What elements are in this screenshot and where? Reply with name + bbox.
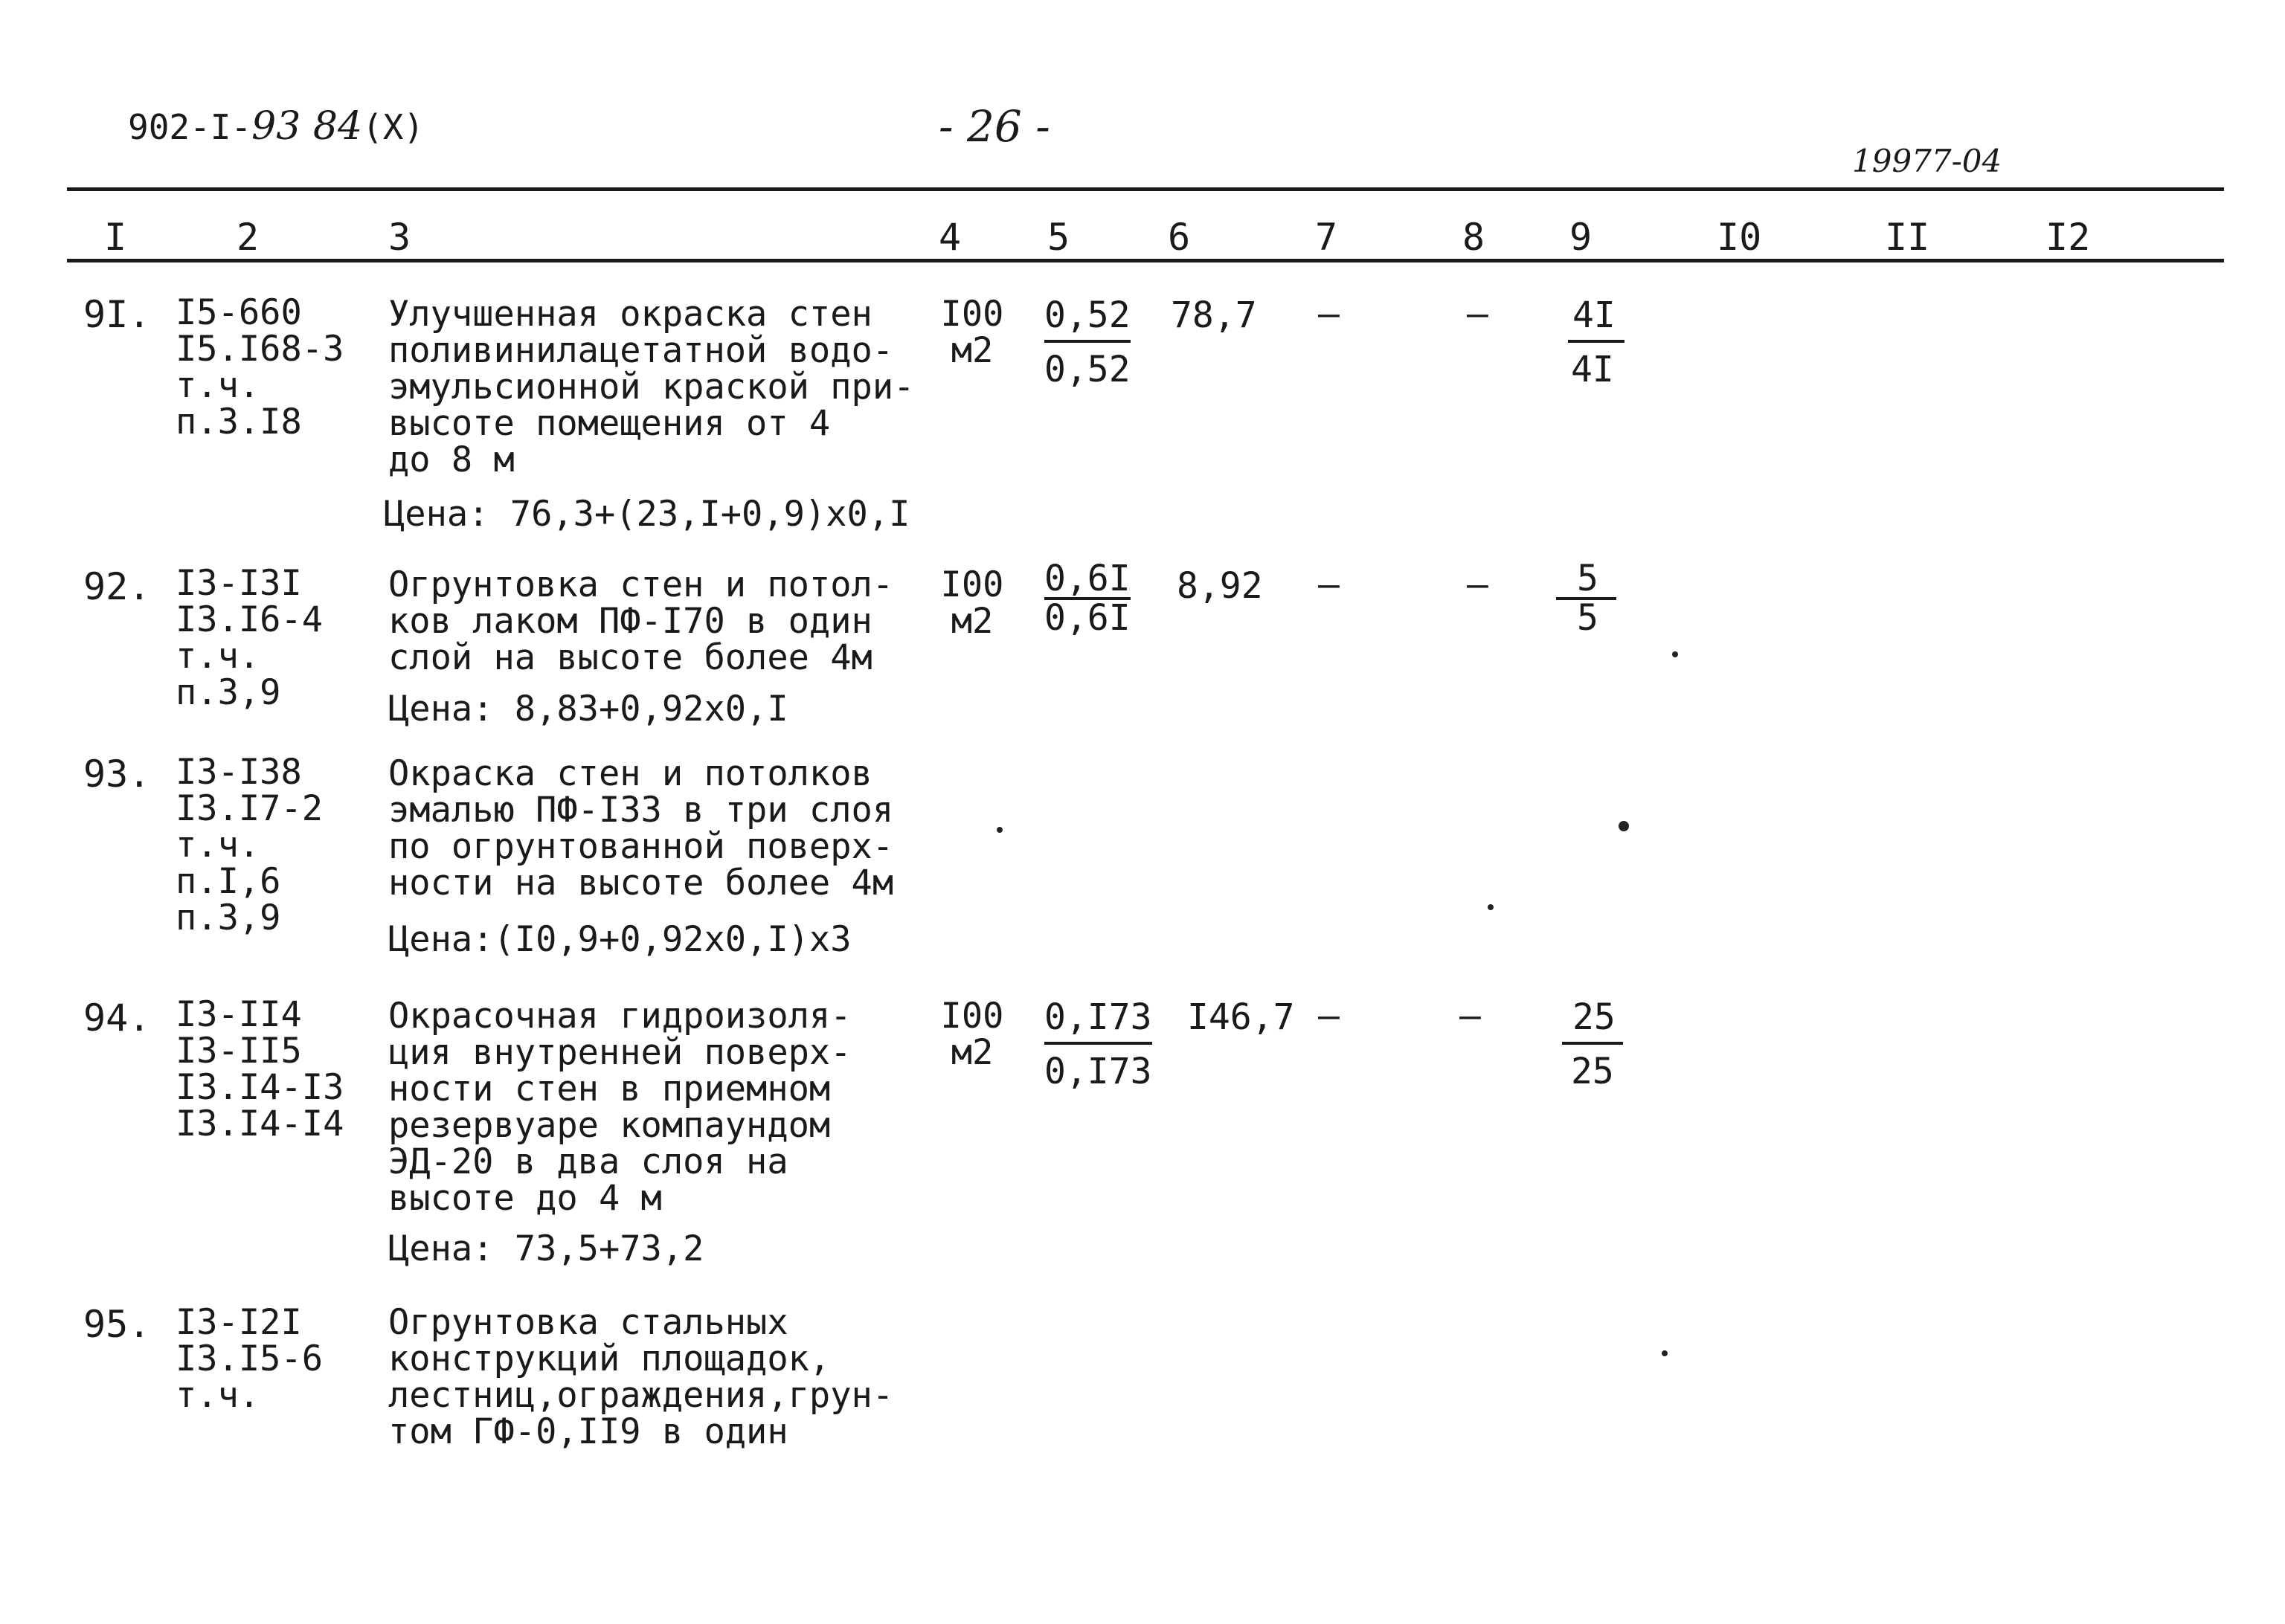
description-line: резервуаре компаундом [388, 1105, 831, 1146]
column-6-value: I46,7 [1187, 996, 1295, 1038]
row-number: 94. [83, 996, 151, 1040]
column-8-value: – [1467, 564, 1488, 605]
column-header-9: 9 [1569, 216, 1593, 259]
column-6-value: 78,7 [1171, 294, 1257, 336]
scan-speck [1488, 904, 1494, 910]
unit-quantity: I00 [940, 294, 1004, 335]
description-line: до 8 м [388, 439, 515, 480]
code-line: п.3,9 [176, 898, 281, 938]
column-header-12: I2 [2045, 216, 2091, 259]
code-line: I3-I2I [176, 1302, 302, 1343]
description-line: конструкций площадок, [388, 1338, 831, 1379]
row-description [388, 564, 894, 678]
column-header-4: 4 [939, 216, 962, 259]
code-line: т.ч. [176, 365, 260, 406]
archive-number: 19977-04 [1852, 143, 2002, 179]
code-line: I3.I4-I4 [176, 1103, 344, 1144]
code-line: I5.I68-3 [176, 329, 344, 370]
fraction-bottom: 0,I73 [1044, 1051, 1152, 1092]
code-line: I3.I7-2 [176, 788, 324, 829]
description-line: ЭД-20 в два слоя на [388, 1141, 788, 1182]
code-line: I3.I4-I3 [176, 1067, 344, 1108]
description-line: Улучшенная окраска стен [388, 294, 872, 335]
scan-speck [997, 827, 1003, 833]
unit-measure: м2 [951, 330, 994, 371]
column-9-value [1562, 990, 1623, 1098]
row-codes [176, 565, 323, 711]
fraction-top: 25 [1562, 994, 1623, 1045]
price-formula: Цена: 76,3+(23,I+0,9)x0,I [384, 494, 910, 535]
column-7-value: – [1318, 293, 1340, 335]
description-line: ция внутренней поверх- [388, 1032, 852, 1073]
fraction-top: 5 [1556, 561, 1616, 600]
price-formula: Цена: 73,5+73,2 [388, 1228, 704, 1269]
row-number: 9I. [83, 293, 151, 336]
fraction-top: 0,I73 [1044, 994, 1152, 1045]
code-line: I3.I6-4 [176, 599, 324, 640]
document-code-suffix: (X) [362, 107, 425, 147]
code-line: п.3,9 [176, 672, 281, 713]
scan-speck [1662, 1350, 1668, 1356]
column-header-11: II [1885, 216, 1930, 259]
document-code-handwritten: 93 84 [251, 104, 363, 149]
description-line: ности на высоте более 4м [388, 863, 894, 903]
fraction-top: 0,52 [1044, 292, 1131, 343]
row-description [388, 296, 914, 478]
description-line: слой на высоте более 4м [388, 637, 872, 678]
code-line: I3-II5 [176, 1031, 302, 1072]
unit-measure: м2 [951, 1032, 994, 1073]
unit [939, 564, 1006, 642]
fraction-bottom: 5 [1577, 597, 1598, 639]
description-line: Окрасочная гидроизоля- [388, 996, 852, 1037]
row-description [388, 755, 893, 901]
column-header-7: 7 [1315, 216, 1338, 259]
code-line: I3-I38 [176, 752, 302, 793]
header-bottom-rule [67, 259, 2224, 262]
fraction-bottom: 25 [1571, 1051, 1614, 1092]
column-8-value: – [1459, 995, 1481, 1037]
description-line: высоте помещения от 4 [388, 403, 831, 444]
unit-quantity: I00 [940, 564, 1004, 605]
code-line: т.ч. [176, 1375, 260, 1416]
row-number: 93. [83, 753, 151, 796]
scan-speck [1672, 651, 1678, 657]
description-line: высоте до 4 м [388, 1178, 662, 1219]
fraction-top: 4I [1568, 292, 1624, 343]
description-line: Окраска стен и потолков [388, 753, 872, 794]
code-line: п.3.I8 [176, 402, 302, 442]
row-codes [176, 996, 344, 1142]
column-header-3: 3 [388, 216, 411, 259]
row-codes [176, 1304, 323, 1414]
description-line: эмульсионной краской при- [388, 367, 915, 407]
code-line: I3-II4 [176, 994, 302, 1035]
column-9-value [1556, 558, 1616, 639]
column-header-2: 2 [237, 216, 260, 259]
description-line: эмалью ПФ-I33 в три слоя [388, 790, 894, 831]
fraction-bottom: 0,52 [1044, 349, 1131, 390]
unit [939, 998, 1006, 1071]
description-line: том ГФ-0,II9 в один [388, 1411, 788, 1452]
column-8-value: – [1467, 293, 1488, 335]
scan-speck [1619, 821, 1629, 831]
row-description [388, 1304, 893, 1450]
code-line: п.I,6 [176, 861, 281, 902]
description-line: по огрунтованной поверх- [388, 826, 894, 867]
page-number: - 26 - [939, 101, 1050, 152]
description-line: Огрунтовка стальных [388, 1302, 788, 1343]
row-codes [176, 294, 344, 440]
code-line: I3-I3I [176, 563, 302, 604]
description-line: поливинилацетатной водо- [388, 330, 894, 371]
fraction-top: 0,6I [1044, 558, 1131, 599]
price-formula: Цена: 8,83+0,92x0,I [388, 689, 788, 729]
column-header-1: I [104, 216, 127, 259]
description-line: ков лаком ПФ-I70 в один [388, 601, 872, 642]
unit [939, 296, 1006, 369]
code-line: I3.I5-6 [176, 1338, 324, 1379]
column-5-value [1044, 990, 1152, 1098]
fraction-bottom: 0,6I [1044, 597, 1131, 639]
row-description [388, 998, 852, 1217]
column-9-value [1568, 289, 1624, 396]
description-line: лестниц,ограждения,грун- [388, 1375, 894, 1416]
description-line: Огрунтовка стен и потол- [388, 564, 894, 605]
column-7-value: – [1318, 564, 1340, 605]
price-formula: Цена:(I0,9+0,92x0,I)x3 [388, 919, 852, 960]
column-5-value [1044, 558, 1131, 639]
row-codes [176, 754, 323, 936]
column-6-value: 8,92 [1177, 565, 1263, 607]
row-number: 92. [83, 565, 151, 608]
unit-quantity: I00 [940, 996, 1004, 1037]
header-top-rule [67, 187, 2224, 191]
document-code-typed: 902-I- [128, 107, 252, 147]
column-header-6: 6 [1168, 216, 1191, 259]
description-line: ности стен в приемном [388, 1069, 831, 1109]
code-line: т.ч. [176, 825, 260, 866]
fraction-bottom: 4I [1571, 349, 1614, 390]
column-header-10: I0 [1717, 216, 1762, 259]
column-5-value [1044, 289, 1131, 396]
column-7-value: – [1318, 995, 1340, 1037]
row-number: 95. [83, 1303, 151, 1346]
column-header-8: 8 [1462, 216, 1485, 259]
code-line: т.ч. [176, 636, 260, 677]
column-header-5: 5 [1047, 216, 1070, 259]
code-line: I5-660 [176, 292, 302, 333]
document-code [128, 104, 424, 149]
unit-measure: м2 [951, 601, 994, 642]
